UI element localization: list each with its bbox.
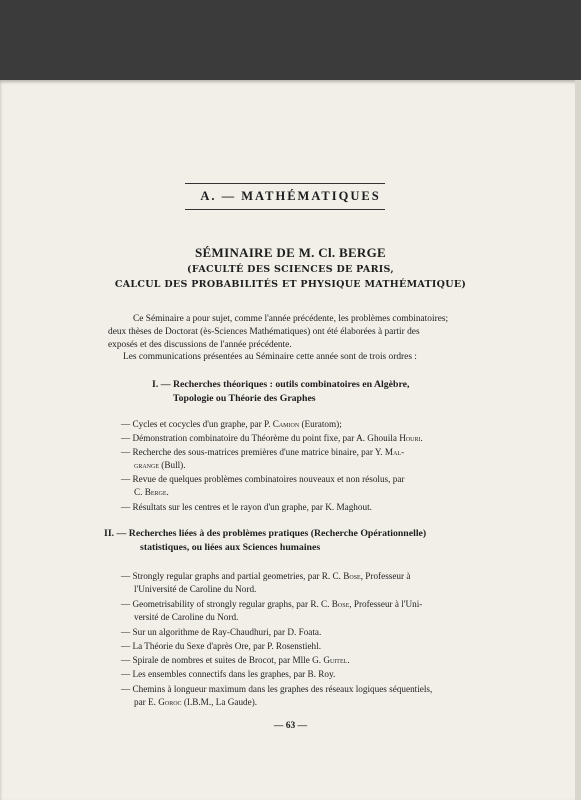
heading-rule-top <box>185 183 385 184</box>
list-item: — Chemins à longueur maximum dans les graphes des réseaux logiques séquentiels, <box>121 684 433 694</box>
list-item: — Recherche des sous-matrices premières d'une matrice binaire, par Y. Mal- <box>121 447 405 457</box>
item-dash: — <box>121 669 131 679</box>
item-dash: — <box>121 433 131 443</box>
list-item-continuation: par E. Goroc (I.B.M., La Gaude). <box>134 697 258 707</box>
item-dash: — <box>121 655 131 665</box>
item-dash: — <box>121 571 131 581</box>
heading-rule-bottom <box>185 209 385 210</box>
part1-heading-2: Topologie ou Théorie des Graphes <box>173 393 316 404</box>
list-item-continuation: l'Université de Caroline du Nord. <box>134 584 257 594</box>
scanner-border <box>0 0 581 82</box>
page-number: — 63 — <box>273 721 308 731</box>
intro-line-3: exposés et des discussions de l'année précédente. <box>108 340 292 350</box>
item-dash: — <box>121 419 131 429</box>
item-dash: — <box>121 599 131 609</box>
list-item: — Cycles et cocycles d'un graphe, par P. Camion (Euratom); <box>121 419 342 429</box>
list-item-continuation: grange (Bull). <box>134 460 186 470</box>
seminar-title: SÉMINAIRE DE M. Cl. BERGE <box>195 245 386 260</box>
item-dash: — <box>121 447 131 457</box>
seminar-subtitle-1: (FACULTÉ DES SCIENCES DE PARIS, <box>187 264 394 275</box>
item-dash: — <box>121 641 131 651</box>
intro-line-4: Les communications présentées au Séminaire cette année sont de trois ordres : <box>123 352 417 362</box>
seminar-subtitle-2: CALCUL DES PROBABILITÉS ET PHYSIQUE MATHÉMATIQUE) <box>114 279 467 290</box>
list-item-continuation: C. Berge. <box>134 487 169 497</box>
list-item: — Démonstration combinatoire du Théorème du point fixe, par A. Ghouila Houri. <box>121 433 423 443</box>
list-item: — Sur un algorithme de Ray-Chaudhuri, par D. Foata. <box>121 627 322 637</box>
page-edge <box>575 80 581 800</box>
list-item-continuation: versité de Caroline du Nord. <box>134 612 239 622</box>
list-item: — Revue de quelques problèmes combinatoires nouveaux et non résolus, par <box>121 474 405 484</box>
part1-heading-1: I. — Recherches théoriques : outils combinatoires en Algèbre, <box>152 379 410 390</box>
list-item: — Les ensembles connectifs dans les graphes, par B. Roy. <box>121 669 336 679</box>
section-heading: A. — MATHÉMATIQUES <box>200 189 381 203</box>
intro-line-1: Ce Séminaire a pour sujet, comme l'année précédente, les problèmes combinatoires; <box>133 314 449 324</box>
item-dash: — <box>121 474 131 484</box>
list-item: — La Théorie du Sexe d'après Ore, par P. Rosenstiehl. <box>121 641 321 651</box>
list-item: — Geometrisability of strongly regular graphs, par R. C. Bose, Professeur à l'Uni- <box>121 599 423 609</box>
item-dash: — <box>121 684 131 694</box>
list-item: — Résultats sur les centres et le rayon d'un graphe, par K. Maghout. <box>121 502 372 512</box>
part2-heading-1: II. — Recherches liées à des problèmes pratiques (Recherche Opérationnelle) <box>104 528 427 539</box>
list-item: — Strongly regular graphs and partial geometries, par R. C. Bose, Professeur à <box>121 571 411 581</box>
item-dash: — <box>121 627 131 637</box>
part2-heading-2: statistiques, ou liées aux Sciences humaines <box>140 542 321 553</box>
list-item: — Spirale de nombres et suites de Brocot, par Mlle G. Guitel. <box>121 655 350 665</box>
item-dash: — <box>121 502 131 512</box>
intro-line-2: deux thèses de Doctorat (ès-Sciences Mathématiques) ont été élaborées à partir des <box>108 327 420 337</box>
